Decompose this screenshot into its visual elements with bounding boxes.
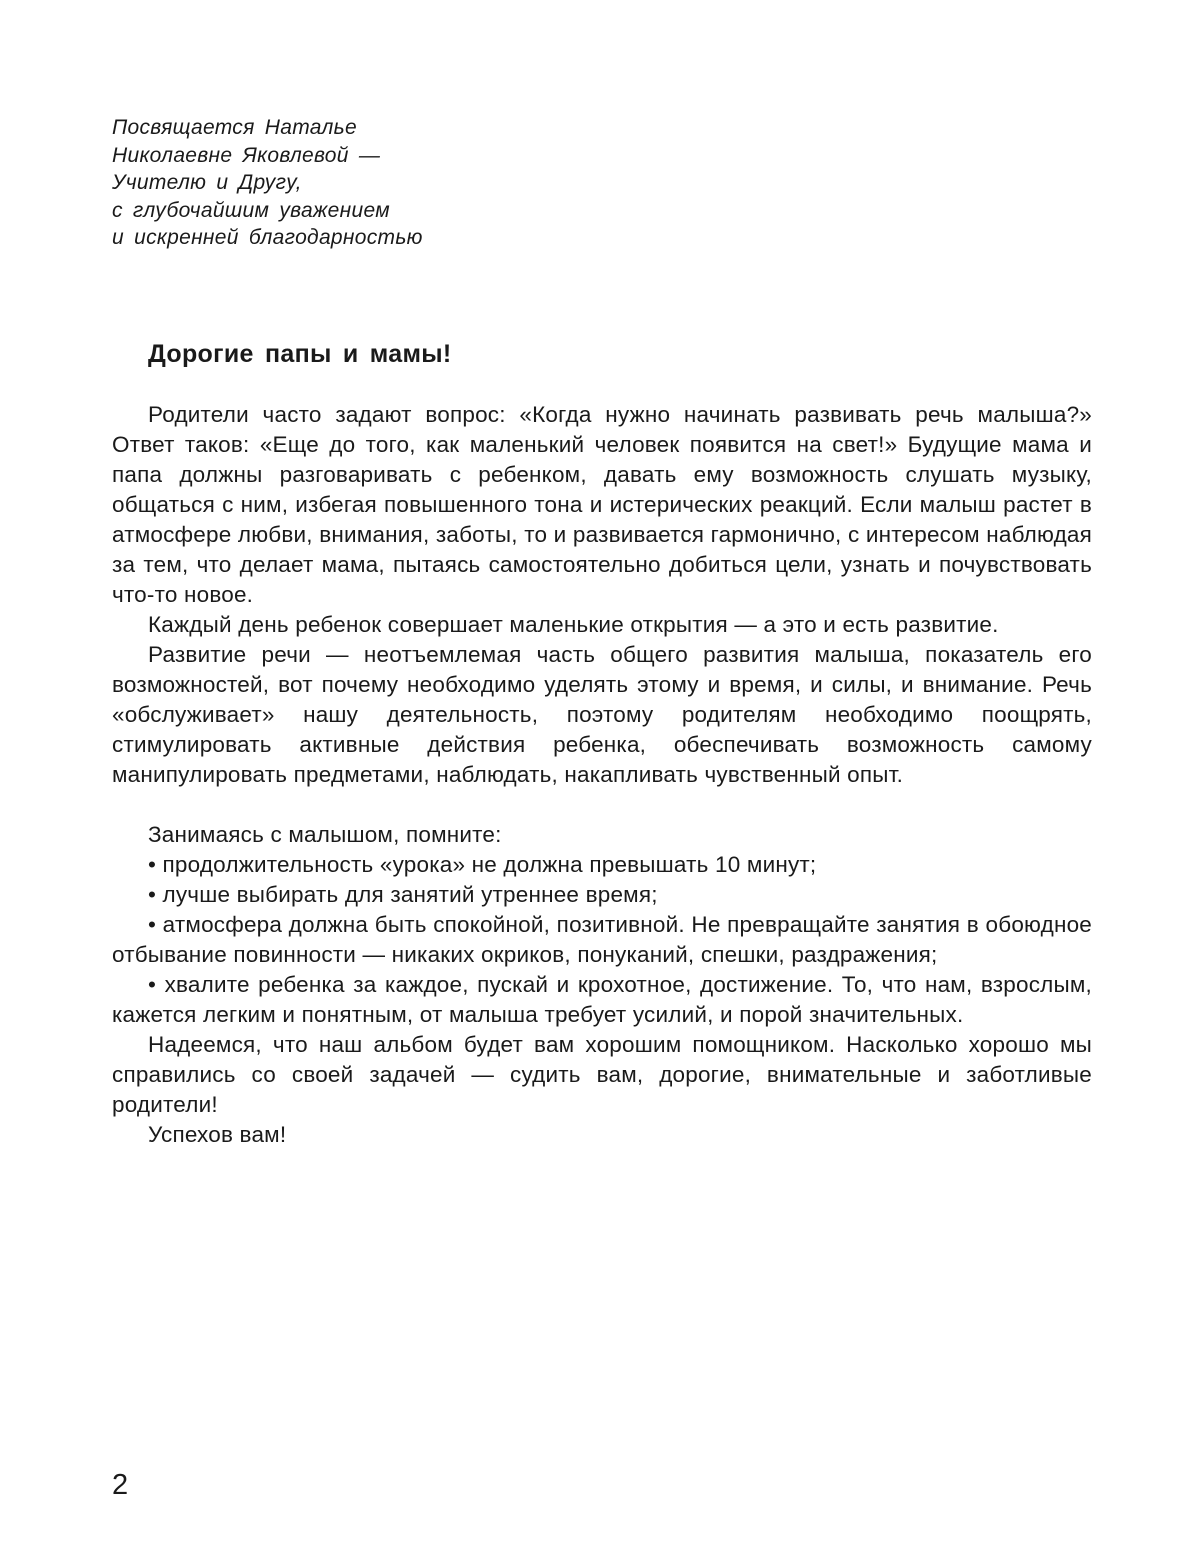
tip-item [112,970,1092,1030]
bullet-icon: • [148,972,157,997]
tip-item [112,850,1092,880]
dedication-line: с глубочайшим уважением [112,198,390,222]
tip-text: лучше выбирать для занятий утреннее время; [162,882,658,907]
paragraph: Развитие речи — неотъемлемая часть общего развития малыша, показатель его возможностей, вот почему необходимо уделять этому и время, и силы, и внимание. Речь «обслуживает» нашу деятельность, поэтому родителям необходимо поощрять, стимулировать активные действия ребенка, обеспечивать возможность самому манипулировать предметами, наблюдать, накапливать чувственный опыт. [112,642,1092,787]
paragraph: Родители часто задают вопрос: «Когда нужно начинать развивать речь малыша?» Ответ таков: «Еще до того, как маленький человек появится на свет!» Будущие мама и папа должны разговаривать с ребенком, давать ему возможность слушать музыку, общаться с ним, избегая повышенного тона и истерических реакций. Если малыш растет в атмосфере любви, внимания, заботы, то и развивается гармонично, с интересом наблюдая за тем, что делает мама, пытаясь самостоятельно добиться цели, узнать и почувствовать что-то новое. [112,402,1092,607]
page-number: 2 [112,1469,129,1501]
bullet-icon: • [148,852,157,877]
tip-item [112,910,1092,970]
dedication-line: Николаевне Яковлевой — [112,143,381,167]
paragraph-gap [112,790,1092,820]
bullet-icon: • [148,882,157,907]
closing-wish: Успехов вам! [148,1122,287,1147]
closing-paragraph: Надеемся, что наш альбом будет вам хорошим помощником. Насколько хорошо мы справились со своей задачей — судить вам, дорогие, внимательные и заботливые родители! [112,1032,1092,1117]
paragraph: Каждый день ребенок совершает маленькие открытия — а это и есть развитие. [148,612,999,637]
dedication-line: Посвящается Наталье [112,116,357,139]
page-heading: Дорогие папы и мамы! [148,340,452,368]
tip-item [112,880,1092,910]
tip-text: хвалите ребенка за каждое, пускай и крохотное, достижение. То, что нам, взрослым, кажется легким и понятным, от малыша требует усилий, и порой значительных. [112,972,1092,1027]
dedication-line: Учителю и Другу, [112,171,302,194]
body-text [112,400,1092,1150]
dedication-line: и искренней благодарностью [112,226,423,249]
dedication [112,114,572,252]
bullet-icon: • [148,912,157,937]
tip-text: продолжительность «урока» не должна превышать 10 минут; [162,852,817,877]
tip-text: атмосфера должна быть спокойной, позитивной. Не превращайте занятия в обоюдное отбывание повинности — никаких окриков, понуканий, спешки, раздражения; [112,912,1092,967]
tips-intro: Занимаясь с малышом, помните: [148,822,502,847]
